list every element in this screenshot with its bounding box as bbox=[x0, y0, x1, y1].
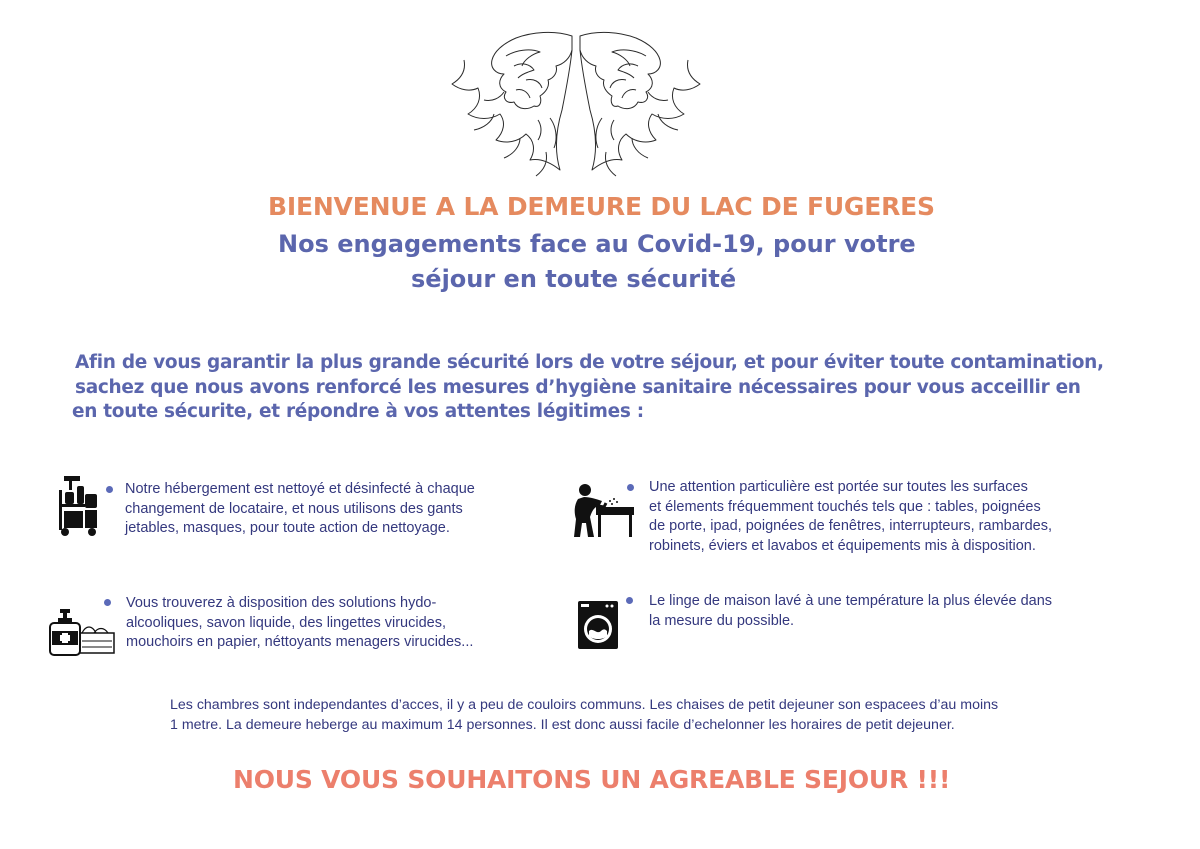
item-sanitizer-text bbox=[126, 594, 473, 653]
intro-line-1: Afin de vous garantir la plus grande sécurité lors de votre séjour, et pour éviter toute contamination, bbox=[75, 352, 1104, 373]
hand-sanitizer-wipes-icon bbox=[48, 607, 116, 657]
footer-line-1: Les chambres sont independantes d’acces, il y a peu de couloirs communs. Les chaises de petit dejeuner son espacees d’au moins bbox=[170, 697, 999, 713]
item-line: Une attention particulière est portée sur toutes les surfaces bbox=[649, 479, 1028, 495]
closing-message: NOUS VOUS SOUHAITONS UN AGREABLE SEJOUR !!! bbox=[233, 765, 951, 794]
item-cleaning-text bbox=[125, 480, 475, 539]
bullet-dot bbox=[106, 486, 113, 493]
item-line: robinets, éviers et lavabos et équipements mis à disposition. bbox=[649, 537, 1036, 554]
welcome-title: BIENVENUE A LA DEMEURE DU LAC DE FUGERES bbox=[268, 192, 935, 221]
item-line: et élements fréquemment touchés tels que : tables, poignées bbox=[649, 498, 1041, 515]
item-linen-text bbox=[649, 592, 1052, 631]
surface-disinfection-icon bbox=[570, 483, 636, 539]
item-line: de porte, ipad, poignées de fenêtres, interrupteurs, rambardes, bbox=[649, 518, 1053, 534]
bullet-dot bbox=[626, 597, 633, 604]
item-surfaces-text bbox=[649, 478, 1052, 556]
item-line: Vous trouverez à disposition des solutions hydo- bbox=[126, 595, 437, 611]
twin-lions-crest-icon bbox=[444, 30, 708, 182]
item-line: jetables, masques, pour toute action de nettoyage. bbox=[125, 520, 450, 536]
intro-line-2: sachez que nous avons renforcé les mesures d’hygiène sanitaire nécessaires pour vous acceillir en bbox=[75, 377, 1081, 398]
footer-line-2: 1 metre. La demeure heberge au maximum 14 personnes. Il est donc aussi facile d’echelonner les horaires de petit dejeuner. bbox=[170, 717, 955, 733]
item-line: alcooliques, savon liquide, des lingettes virucides, bbox=[126, 614, 446, 631]
cleaning-cart-icon bbox=[55, 474, 101, 538]
bullet-dot bbox=[104, 599, 111, 606]
item-line: Notre hébergement est nettoyé et désinfecté à chaque bbox=[125, 481, 475, 497]
item-line: changement de locataire, et nous utilisons des gants bbox=[125, 500, 463, 517]
bullet-dot bbox=[627, 484, 634, 491]
item-line: la mesure du possible. bbox=[649, 612, 795, 629]
subtitle-line-1: Nos engagements face au Covid-19, pour votre bbox=[278, 230, 916, 258]
item-line: Le linge de maison lavé à une température la plus élevée dans bbox=[649, 593, 1053, 609]
item-line: mouchoirs en papier, néttoyants menagers virucides... bbox=[126, 634, 474, 650]
intro-line-3: en toute sécurite, et répondre à vos attentes légitimes : bbox=[72, 401, 644, 422]
washing-machine-icon bbox=[577, 600, 619, 650]
subtitle-line-2: séjour en toute sécurité bbox=[411, 265, 737, 293]
